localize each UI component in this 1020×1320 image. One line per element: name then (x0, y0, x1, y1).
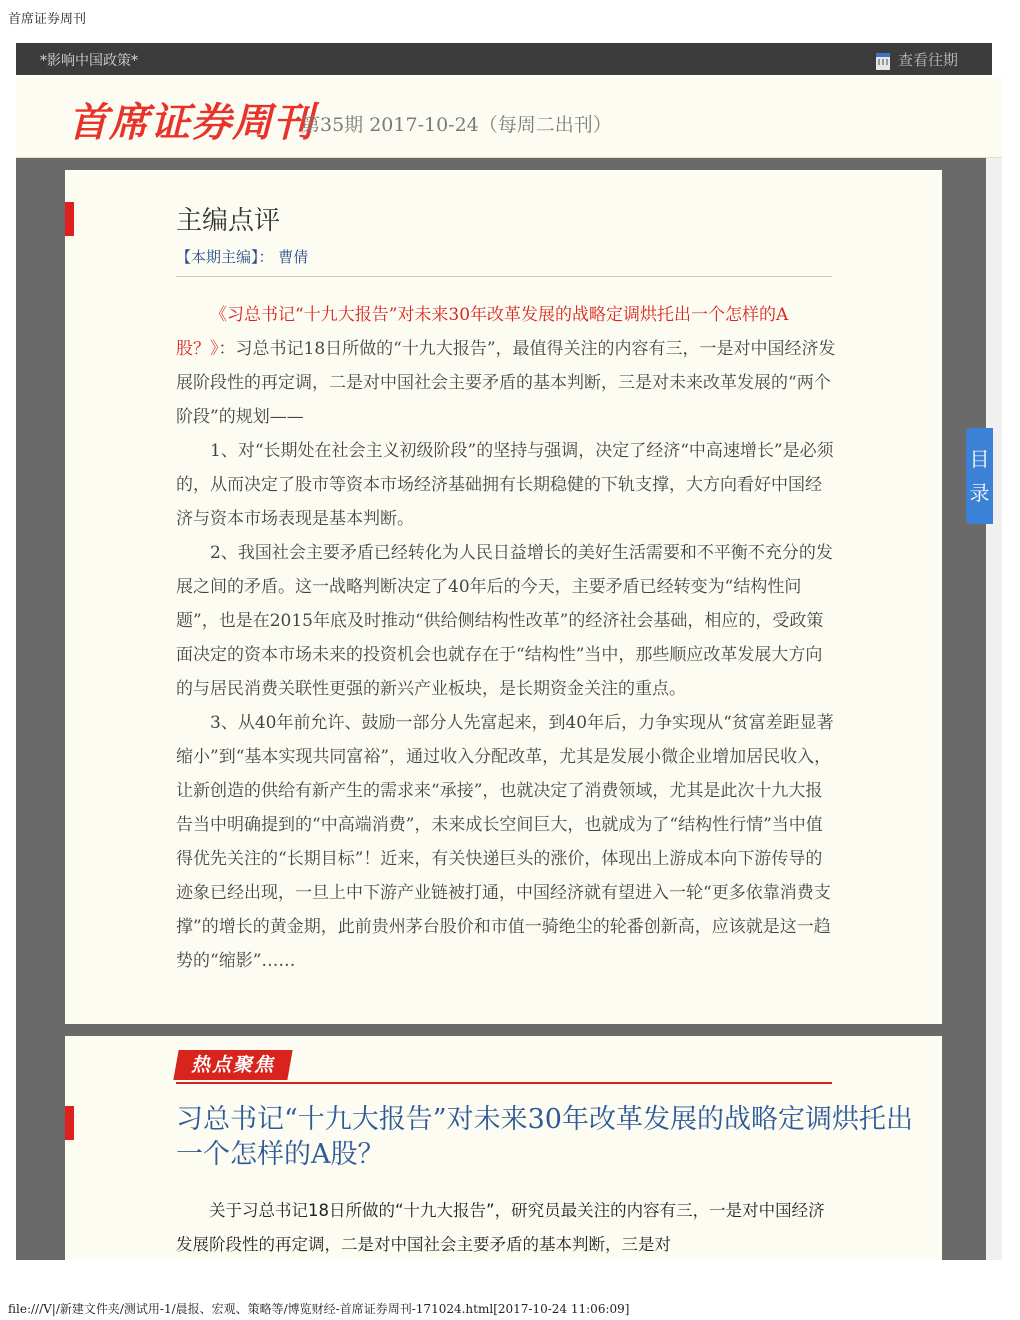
section-marker (65, 1106, 74, 1140)
issue-info: 第35期 2017-10-24（每周二出刊） (301, 114, 612, 136)
view-archive-link[interactable] (898, 49, 958, 70)
point-1: 1、对“长期处在社会主义初级阶段”的坚持与强调，决定了经济“中高速增长”是必须的，从而决定了股市等资本市场经济基础拥有长期稳健的下轨支撑，大方向看好中国经济与资本市场表现是基本判断。 (176, 441, 834, 529)
content-area[interactable] (16, 158, 1002, 1260)
editor-label: 【本期主编】： (176, 248, 274, 266)
toc-char-2: 录 (969, 481, 990, 505)
editor-name: 曹倩 (278, 248, 309, 266)
tag-underline (176, 1082, 832, 1084)
intro-text: ：习总书记18日所做的“十九大报告”，最值得关注的内容有三，一是对中国经济发展阶段性的再定调，二是对中国社会主要矛盾的基本判断，三是对未来改革发展的“两个阶段”的规划—— (176, 339, 836, 427)
publication-logo: 首席证券周刊 (68, 100, 314, 146)
editor-review-card (65, 170, 942, 1024)
top-bar (16, 43, 992, 75)
hot-topic-tag: 热点聚焦 (173, 1050, 292, 1080)
point-3: 3、从40年前允许、鼓励一部分人先富起来，到40年后，力争实现从“贫富差距显著缩小”到“基本实现共同富裕”，通过收入分配改革，尤其是发展小微企业增加居民收入，让新创造的供给有新产生的需求来“承接”，也就决定了消费领域，尤其是此次十九大报告当中明确提到的“中高端消费”，未来成长空间巨大，也就成为了“结构性行情”当中值得优先关注的“长期目标”！近来，有关快递巨头的涨价，体现出上游成本向下游传导的迹象已经出现，一旦上中下游产业链被打通，中国经济就有望进入一轮“更多依靠消费支撑”的增长的黄金期，此前贵州茅台股价和市值一骑绝尘的轮番创新高，应该就是这一趋势的“缩影”…… (176, 713, 834, 971)
toc-button[interactable] (966, 428, 993, 524)
editor-review-title: 主编点评 (176, 206, 281, 236)
slogan-text: *影响中国政策* (40, 53, 138, 69)
section-marker (65, 202, 74, 236)
article-link[interactable]: 《习总书记“十九大报告”对未来30年改革发展的战略定调烘托出一个怎样的A股？》 (176, 305, 789, 359)
toc-char-1: 目 (969, 447, 990, 471)
point-2: 2、我国社会主要矛盾已经转化为人民日益增长的美好生活需要和不平衡不充分的发展之间的矛盾。这一战略判断决定了40年后的今天，主要矛盾已经转变为“结构性问题”，也是在2015年底及时推动“供给侧结构性改革”的经济社会基础，相应的，受政策面决定的资本市场未来的投资机会也就存在于“结构性”当中，那些顺应改革发展大方向的与居民消费关联性更强的新兴产业板块，是长期资金关注的重点。 (176, 543, 833, 699)
view-archive-label: 查看往期 (897, 51, 958, 69)
masthead (16, 77, 1002, 158)
intro-paragraph (176, 298, 836, 434)
calendar-icon (876, 53, 890, 70)
editor-byline (176, 246, 308, 267)
page-header-title: 首席证券周刊 (8, 12, 87, 27)
hot-topic-headline[interactable]: 习总书记“十九大报告”对未来30年改革发展的战略定调烘托出一个怎样的A股？ (176, 1104, 913, 1170)
file-path-footer: file:///V|/新建文件夹/测试用-1/晨报、宏观、策略等/博览财经-首席证券周刊-171024.html[2017-10-24 11:06:09] (8, 1302, 630, 1316)
divider (176, 276, 832, 277)
hot-topic-card (65, 1036, 942, 1260)
scrollbar[interactable] (986, 158, 1002, 1260)
hot-topic-body: 关于习总书记18日所做的“十九大报告”，研究员最关注的内容有三，一是对中国经济发展阶段性的再定调，二是对中国社会主要矛盾的基本判断，三是对 (176, 1201, 825, 1254)
